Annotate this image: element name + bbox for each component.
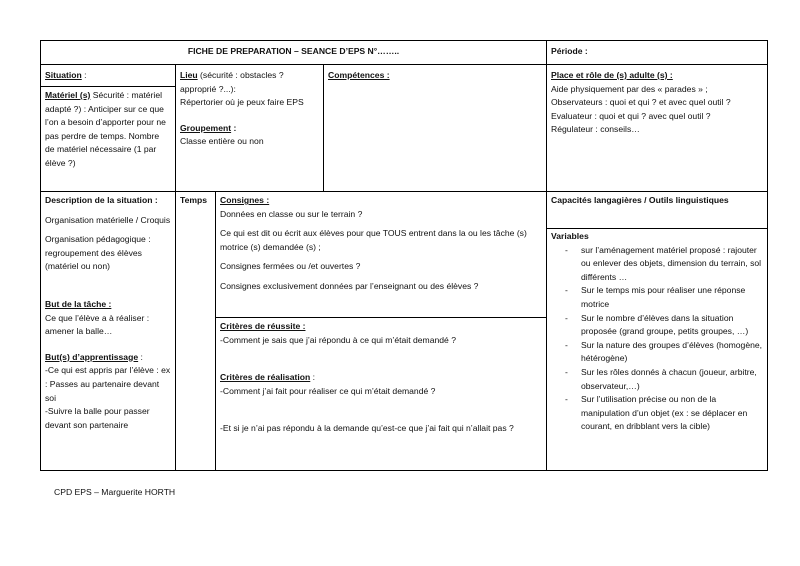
groupement-label: Groupement xyxy=(180,122,232,133)
materiel-text: Sécurité : matériel adapté ?) : Anticiper sur ce que l’on a besoin d’apporter pour ne pas perdre de temps. Nombre de matériel nécessaire (1 par élève ?) xyxy=(45,90,166,168)
situation-label: Situation xyxy=(45,70,82,80)
variable-item: - sur l’aménagement matériel proposé : rajouter ou enlever des objets, dimension du terrain, sol différents … xyxy=(551,244,763,285)
groupement-suffix: : xyxy=(231,122,237,133)
criteres-reussite-text: -Comment je sais que j’ai répondu à ce qui m’était demandé ? xyxy=(220,334,456,345)
situation-suffix: : xyxy=(81,70,87,80)
variable-item: - Sur la nature des groupes d’élèves (homogène, hétérogène) xyxy=(551,339,763,366)
sheet-title-cell xyxy=(40,40,547,65)
periode-label: Période : xyxy=(551,46,588,56)
variable-item: - Sur le temps mis pour réaliser une réponse motrice xyxy=(551,284,763,311)
description-cell xyxy=(40,191,176,471)
variables-label: Variables xyxy=(551,231,589,241)
organisation-materielle: Organisation matérielle / Croquis xyxy=(45,214,171,225)
consigne-line: Ce qui est dit ou écrit aux élèves pour que TOUS entrent dans la ou les tâche (s) motrice (s) demandée (s) ; xyxy=(220,228,527,252)
but-tache-text: Ce que l’élève a à réaliser : amener la balle… xyxy=(45,312,150,337)
lieu-cell xyxy=(175,64,324,192)
variable-item: - Sur les rôles donnés à chacun (joueur, arbitre, observateur,…) xyxy=(551,366,763,393)
footer-author: CPD EPS – Marguerite HORTH xyxy=(54,487,176,497)
adulte-line: Observateurs : quoi et qui ? et avec quel outil ? xyxy=(551,97,731,108)
sheet-title: FICHE DE PREPARATION – SEANCE D’EPS N°…….. xyxy=(187,46,400,56)
consignes-label: Consignes : xyxy=(220,195,270,205)
but-tache-label: But de la tâche : xyxy=(45,298,112,309)
adulte-line: Aide physiquement par des « parades » ; xyxy=(551,83,708,94)
description-label: Description de la situation : xyxy=(45,195,158,205)
consignes-cell xyxy=(215,191,547,318)
criteres-reussite-label: Critères de réussite : xyxy=(220,321,306,331)
but-apprentissage-label: But(s) d’apprentissage xyxy=(45,351,139,362)
temps-cell xyxy=(175,191,216,471)
competences-cell xyxy=(323,64,547,192)
criteres-cell xyxy=(215,317,547,471)
temps-label: Temps xyxy=(180,195,208,205)
criteres-realisation-label: Critères de réalisation xyxy=(220,372,311,383)
capacites-cell xyxy=(546,191,768,229)
variable-item: - Sur l’utilisation précise ou non de la manipulation d’un objet (ex : se déplacer en courant, en dribblant vers la cible) xyxy=(551,393,763,434)
lieu-text-2: Répertorier où je peux faire EPS xyxy=(180,97,304,108)
materiel-cell xyxy=(40,86,176,192)
adulte-line: Régulateur : conseils… xyxy=(551,124,640,135)
variables-list xyxy=(551,244,763,434)
competences-label: Compétences : xyxy=(328,70,390,80)
organisation-pedagogique: Organisation pédagogique : regroupement des élèves (matériel ou non) xyxy=(45,234,151,272)
consigne-line: Consignes exclusivement données par l’enseignant ou des élèves ? xyxy=(220,280,479,291)
situation-cell xyxy=(40,64,176,87)
but-apprentissage-suffix: : xyxy=(138,351,143,362)
materiel-label: Matériel (s) xyxy=(45,90,91,100)
adulte-line: Evaluateur : quoi et qui ? avec quel outil ? xyxy=(551,110,711,121)
but-apprentissage-line: -Suivre la balle pour passer devant son partenaire xyxy=(45,406,150,430)
adulte-cell xyxy=(546,64,768,192)
capacites-label: Capacités langagières / Outils linguistiques xyxy=(551,195,729,205)
lieu-label: Lieu xyxy=(180,70,198,80)
periode-cell xyxy=(546,40,768,65)
consigne-line: Consignes fermées ou /et ouvertes ? xyxy=(220,261,361,272)
consigne-line: Données en classe ou sur le terrain ? xyxy=(220,208,363,219)
criteres-realisation-text-2: -Et si je n’ai pas répondu à la demande qu’est-ce que j’ai fait qui n’allait pas ? xyxy=(220,423,514,434)
criteres-realisation-suffix: : xyxy=(310,372,316,383)
variables-cell xyxy=(546,228,768,471)
criteres-realisation-text: -Comment j’ai fait pour réaliser ce qui m’était demandé ? xyxy=(220,385,436,396)
variable-item: - Sur le nombre d’élèves dans la situation proposée (grand groupe, petits groupes, …) xyxy=(551,312,763,339)
adulte-label: Place et rôle de (s) adulte (s) : xyxy=(551,70,673,80)
but-apprentissage-line: -Ce qui est appris par l’élève : ex : Passes au partenaire devant soi xyxy=(45,365,171,403)
lieu-text: (sécurité : obstacles ? approprié ?...): xyxy=(180,70,284,94)
groupement-text: Classe entière ou non xyxy=(180,136,264,147)
